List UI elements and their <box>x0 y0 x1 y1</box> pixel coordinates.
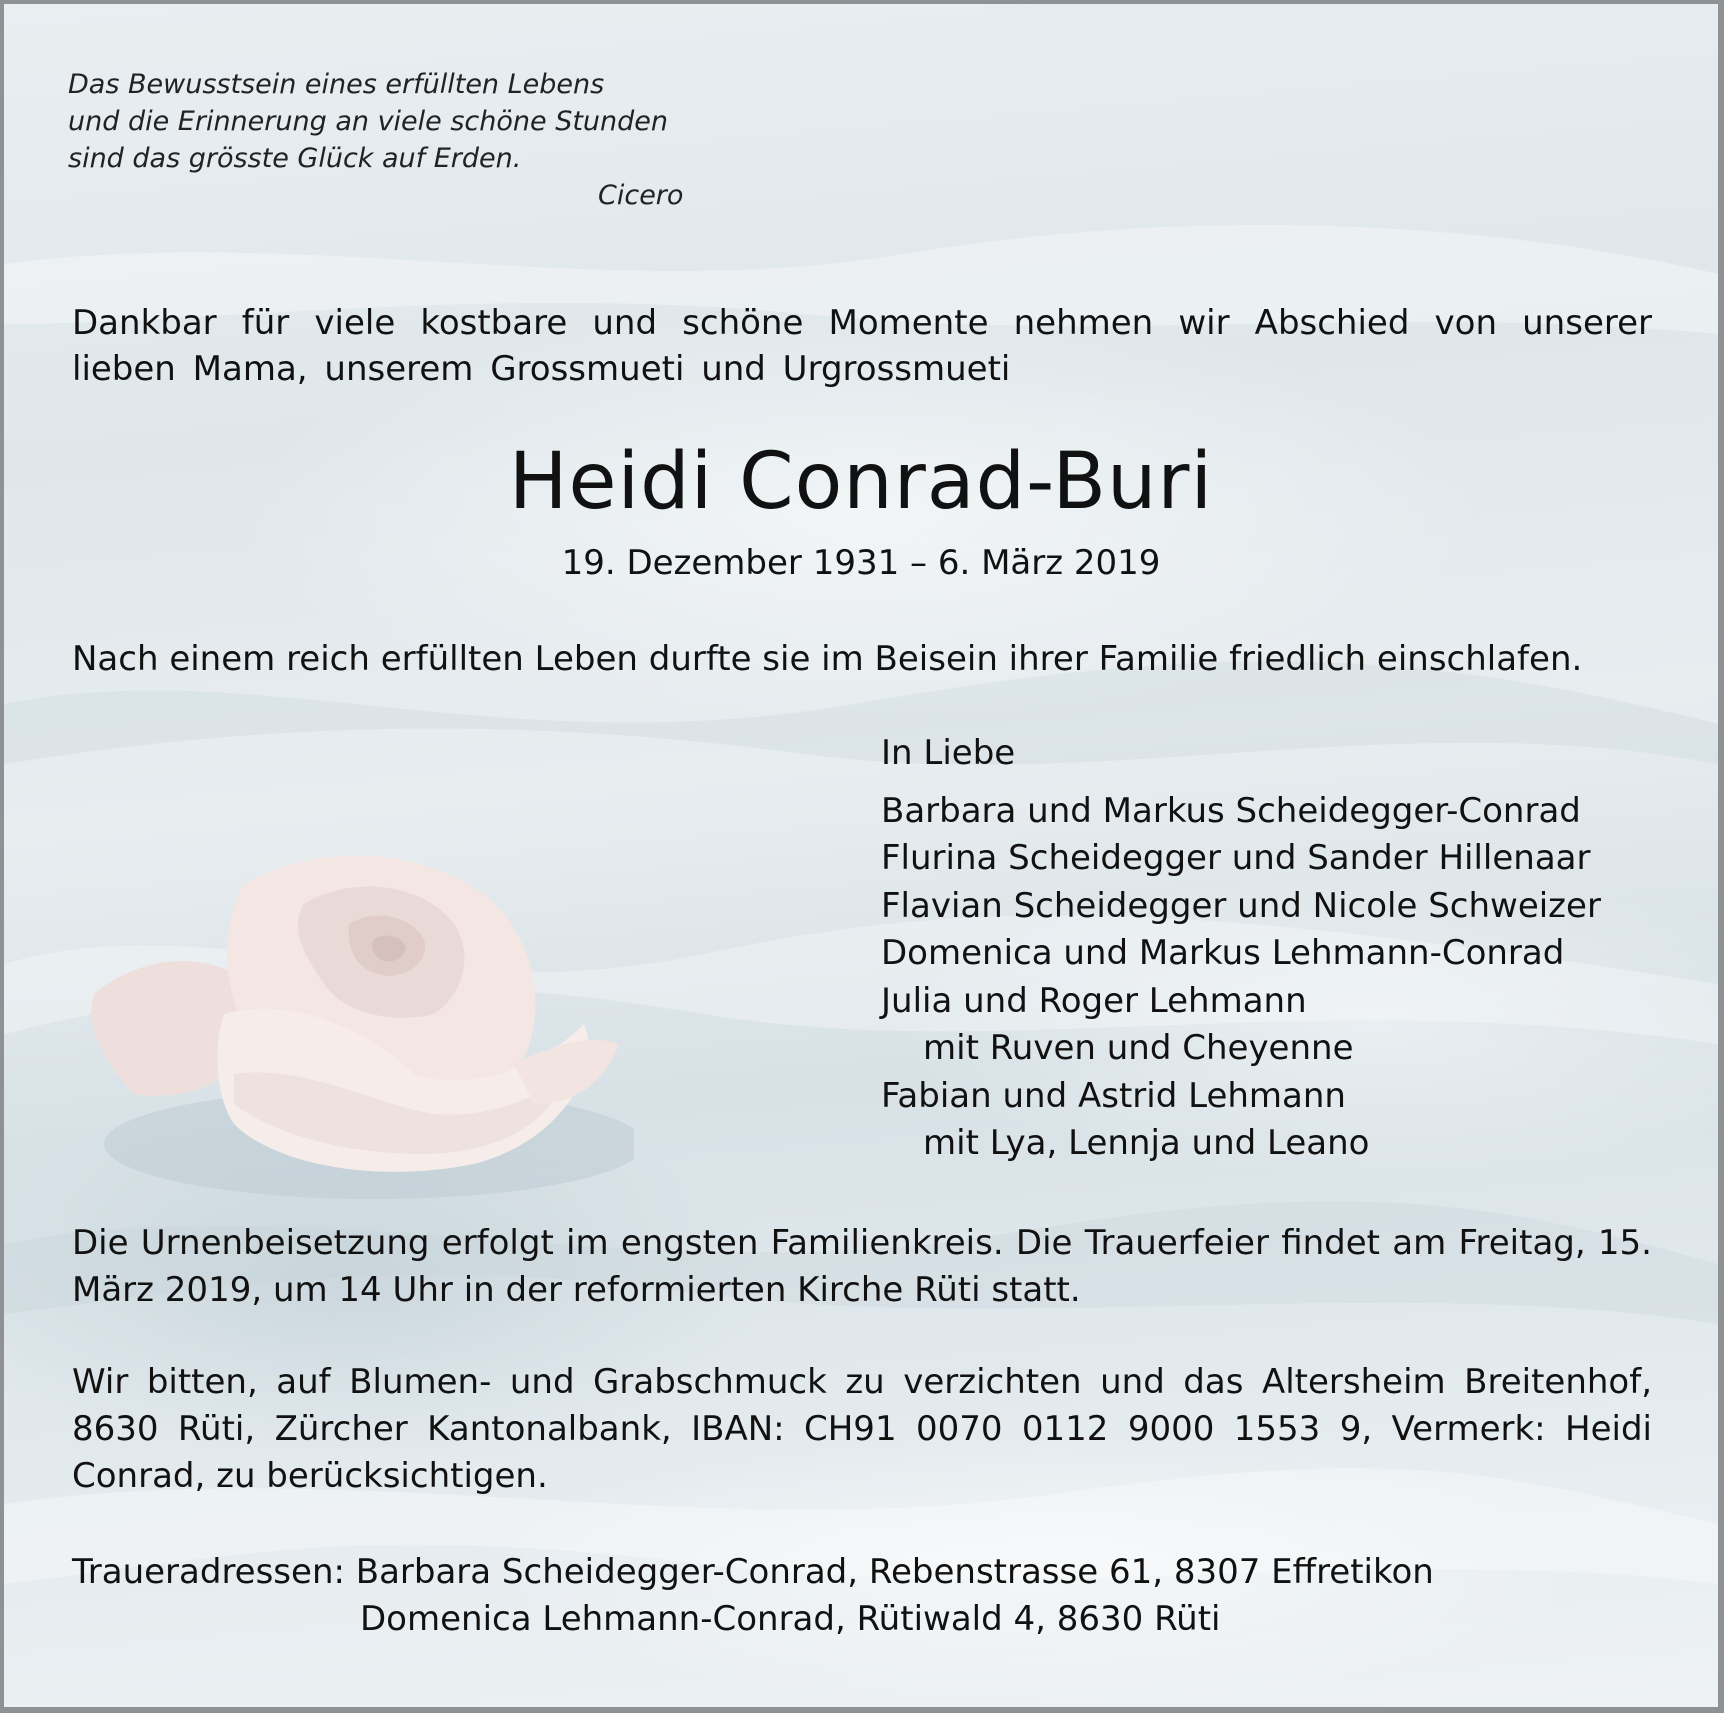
mourner-row: Fabian und Astrid Lehmann <box>881 1075 1346 1116</box>
obituary-notice <box>4 4 1718 1707</box>
life-dates: 19. Dezember 1931 – 6. März 2019 <box>561 543 1161 583</box>
intro-text: Dankbar für viele kostbare und schöne Momente nehmen wir Abschied von unserer lieben Mama, unserem Grossmueti und Urgrossmueti <box>72 303 1652 389</box>
rose-illustration <box>74 844 634 1204</box>
mourner-row: Flavian Scheidegger und Nicole Schweizer <box>881 885 1601 926</box>
mourning-addresses <box>72 1549 1434 1643</box>
donation-paragraph: Wir bitten, auf Blumen- und Grabschmuck zu verzichten und das Altersheim Breitenhof, 8630 Rüti, Zürcher Kantonalbank, IBAN: CH91 0070 0112 9000 1553 9, Vermerk: Heidi Conrad, zu berücksichtigen. <box>72 1362 1652 1496</box>
mourner-row: mit Lya, Lennja und Leano <box>923 1123 1370 1163</box>
quote-author: Cicero <box>598 180 684 211</box>
mourner-row: mit Ruven und Cheyenne <box>923 1028 1354 1068</box>
mourner-row: Julia und Roger Lehmann <box>881 980 1307 1021</box>
deceased-name: Heidi Conrad-Buri <box>508 437 1214 527</box>
quote-line-3: sind das grösste Glück auf Erden. <box>68 143 522 174</box>
mourner-row: Domenica und Markus Lehmann-Conrad <box>881 933 1565 973</box>
cicero-quote <box>68 66 683 214</box>
mourner-row: Flurina Scheidegger und Sander Hillenaar <box>881 838 1591 878</box>
address-line-2: Domenica Lehmann-Conrad, Rütiwald 4, 8630 Rüti <box>360 1599 1221 1639</box>
quote-line-2: und die Erinnerung an viele schöne Stunden <box>68 106 669 137</box>
address-line-1: Traueradressen: Barbara Scheidegger-Conrad, Rebenstrasse 61, 8307 Effretikon <box>72 1552 1434 1592</box>
mourners-heading: In Liebe <box>881 733 1016 773</box>
ceremony-paragraph: Die Urnenbeisetzung erfolgt im engsten Familienkreis. Die Trauerfeier findet am Freitag, 15. März 2019, um 14 Uhr in der reformierten Kirche Rüti statt. <box>72 1223 1652 1310</box>
mourner-row: Barbara und Markus Scheidegger-Conrad <box>881 790 1581 831</box>
passing-statement: Nach einem reich erfüllten Leben durfte sie im Beisein ihrer Familie friedlich einschlafen. <box>72 639 1583 679</box>
mourners-list <box>881 730 1601 1168</box>
quote-line-1: Das Bewusstsein eines erfüllten Lebens <box>68 69 605 100</box>
